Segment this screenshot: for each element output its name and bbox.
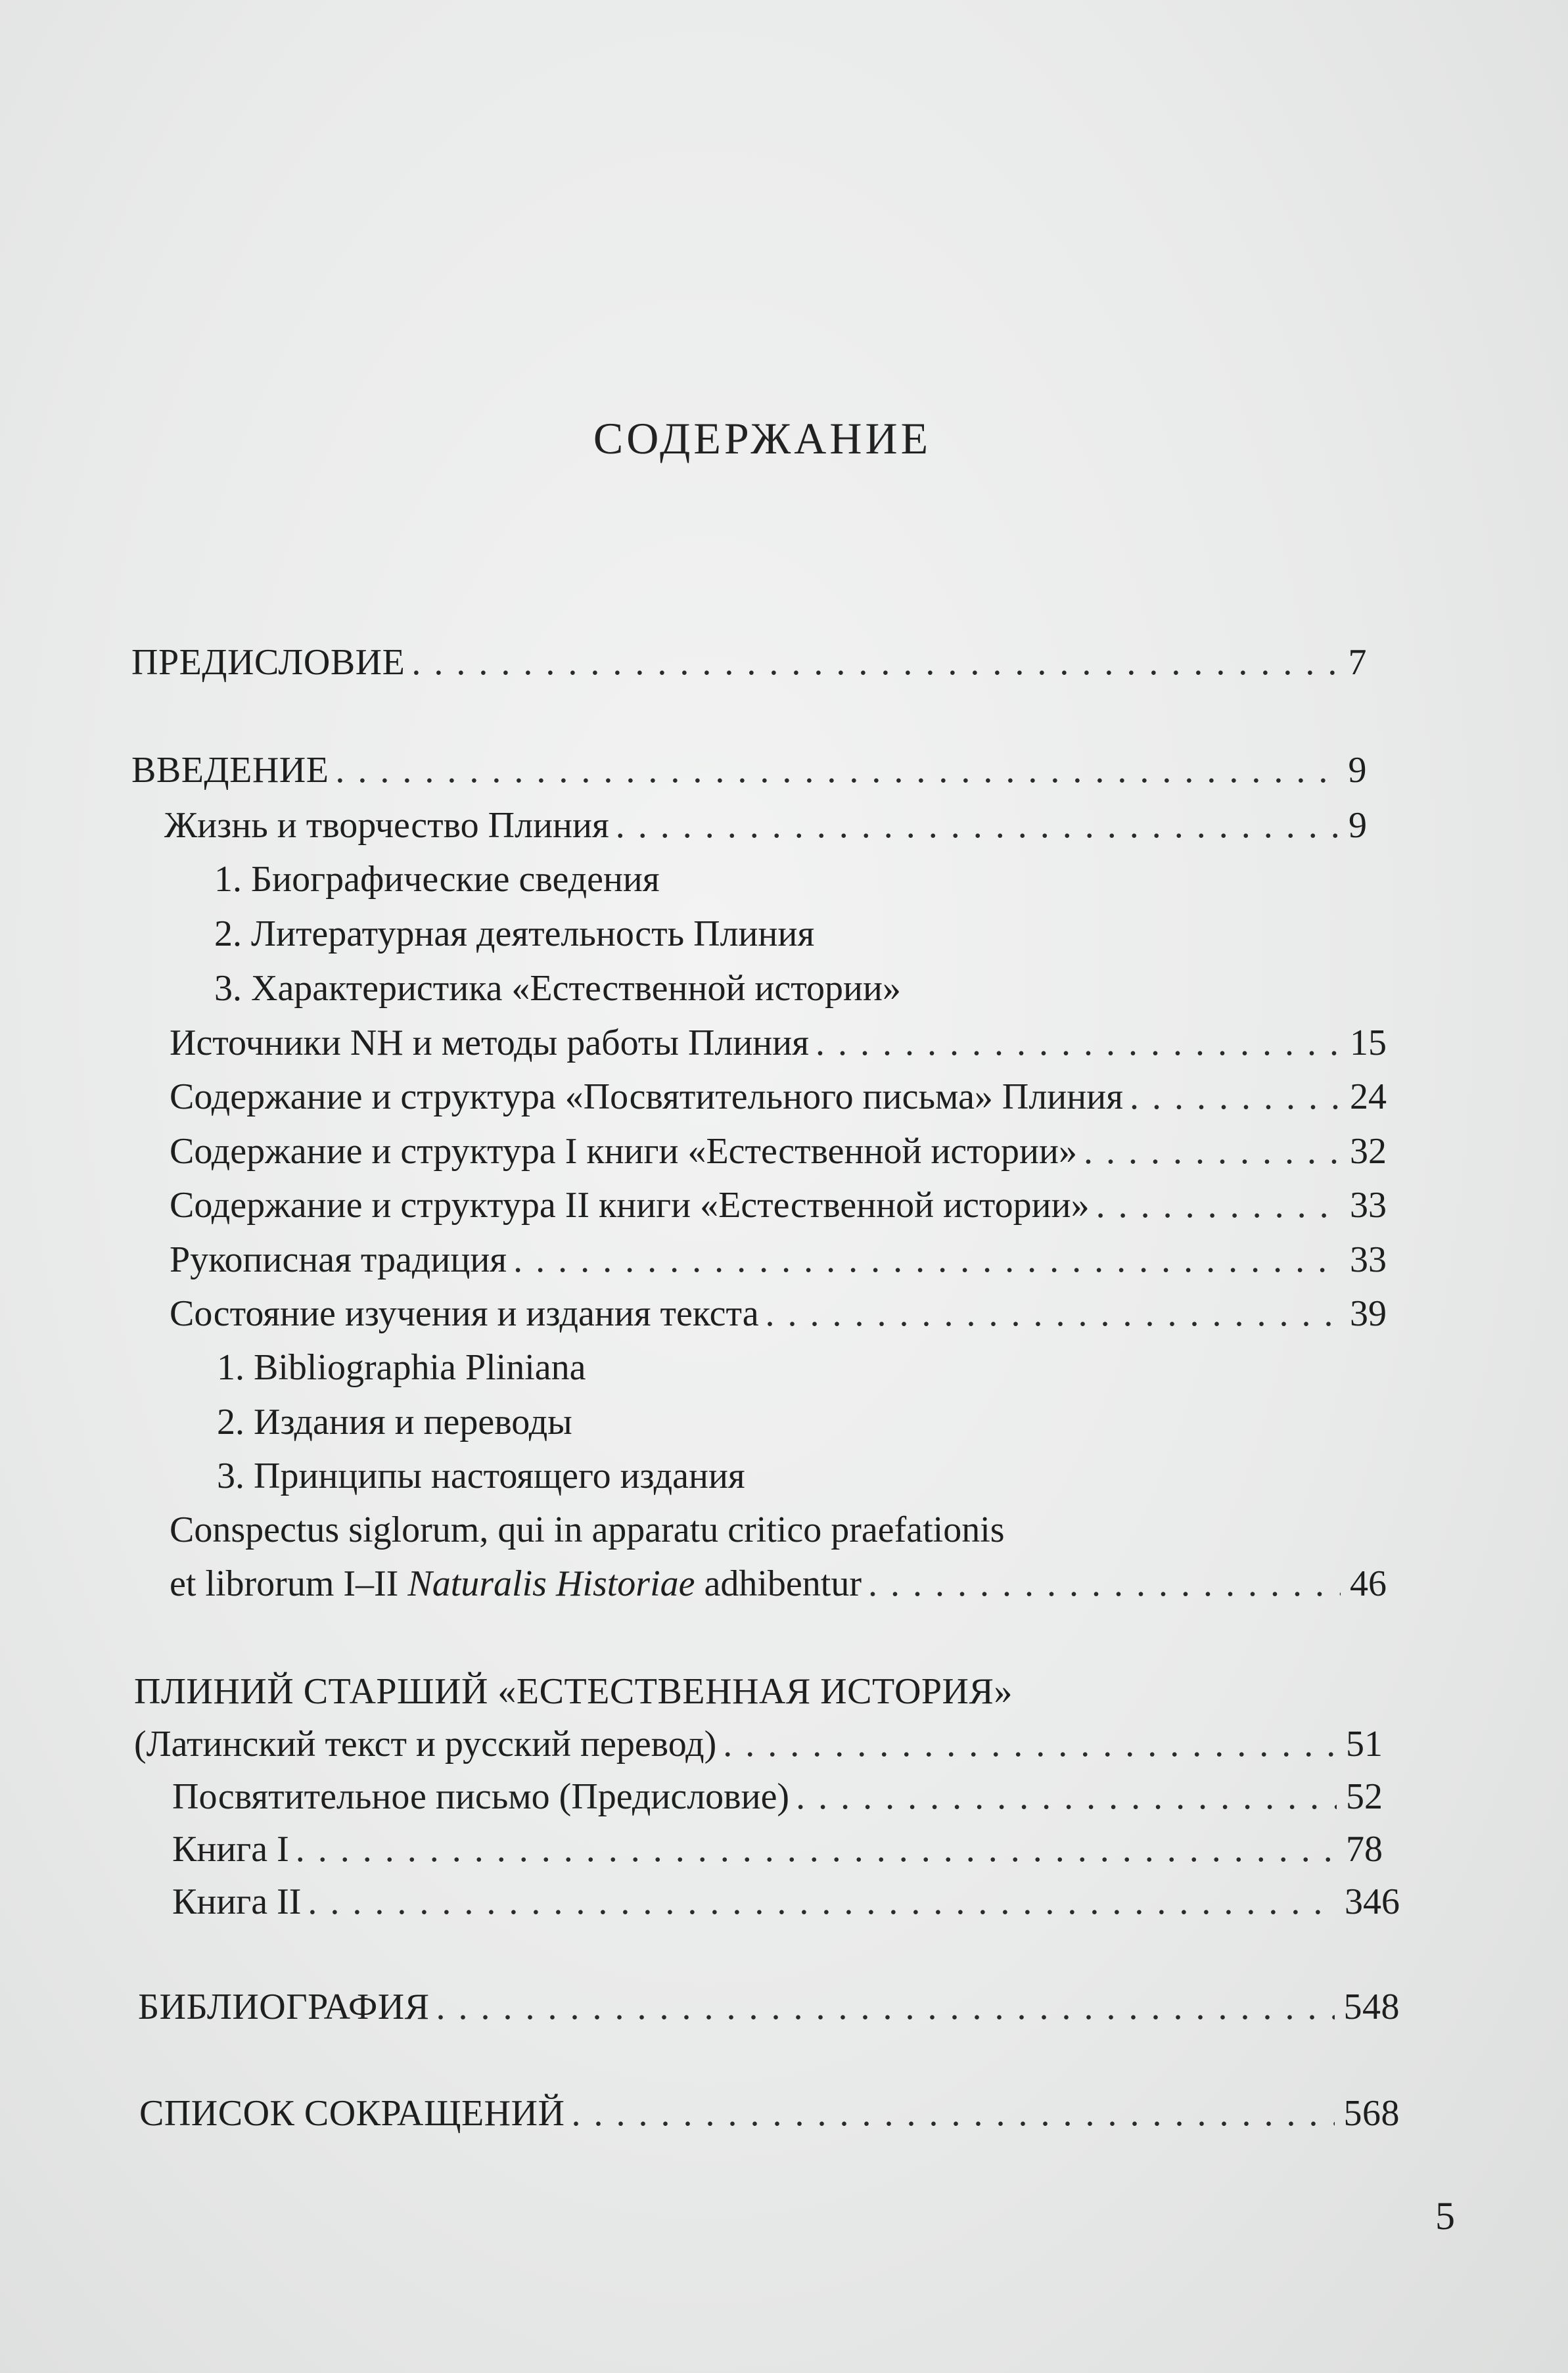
toc-entry-life[interactable] [164,807,1367,844]
dot-leader [436,1989,1335,2025]
toc-entry-state-of-study[interactable] [170,1295,1387,1332]
toc-entry-book2-structure[interactable] [170,1187,1387,1224]
toc-label: Жизнь и творчество Плиния [164,805,609,846]
page-number: 5 [1435,2194,1455,2238]
toc-label: БИБЛИОГРАФИЯ [138,1987,430,2027]
dot-leader [1084,1133,1341,1170]
toc-page-number: 568 [1343,2093,1400,2134]
dot-leader [571,2095,1334,2132]
dot-leader [308,1883,1335,1920]
toc-page-number: 33 [1350,1185,1387,1226]
toc-subentry[interactable]: 3. Характеристика «Естественной истории» [214,968,901,1009]
toc-page-number: 39 [1350,1293,1387,1334]
toc-page-number: 33 [1350,1239,1387,1280]
dot-leader [296,1831,1337,1868]
toc-label: (Латинский текст и русский перевод) [134,1724,717,1764]
toc-label: ПРЕДИСЛОВИЕ [131,642,405,683]
dot-leader [723,1726,1337,1762]
dot-leader [868,1565,1341,1602]
dot-leader [816,1025,1341,1061]
dot-leader [766,1295,1341,1332]
toc-entry-conspectus[interactable] [170,1565,1387,1602]
toc-label: Состояние изучения и издания текста [170,1293,759,1334]
dot-leader [796,1778,1337,1815]
toc-label: ВВЕДЕНИЕ [131,750,329,791]
toc-label: Источники NH и методы работы Плиния [170,1023,809,1063]
dot-leader [1096,1187,1341,1224]
toc-entry-book1[interactable] [172,1831,1383,1868]
toc-subentry[interactable]: 3. Принципы настоящего издания [217,1456,745,1496]
italic-title: Naturalis Historiae [407,1563,695,1604]
dot-leader [616,807,1339,844]
toc-subentry[interactable]: 1. Bibliographia Pliniana [217,1347,586,1388]
toc-page-number: 548 [1343,1987,1400,2027]
toc-label: СПИСОК СОКРАЩЕНИЙ [139,2093,565,2134]
dot-leader [335,752,1339,789]
toc-label: Книга II [172,1881,302,1922]
toc-page-number: 346 [1345,1881,1400,1922]
toc-entry-sources[interactable] [170,1025,1387,1061]
toc-page-number: 9 [1349,805,1367,846]
toc-section-heading[interactable]: ПЛИНИЙ СТАРШИЙ «ЕСТЕСТВЕННАЯ ИСТОРИЯ» [134,1671,1013,1712]
toc-entry-conspectus-line1[interactable]: Conspectus siglorum, qui in apparatu critico praefationis [170,1509,1005,1550]
toc-entry-dedicatory-letter[interactable] [172,1778,1383,1815]
toc-page-number: 15 [1350,1023,1387,1063]
toc-subentry[interactable]: 2. Литературная деятельность Плиния [214,913,815,954]
toc-entry-dedication-structure[interactable] [170,1078,1387,1115]
toc-page-number: 78 [1346,1829,1383,1870]
toc-entry-manuscripts[interactable] [170,1241,1387,1278]
toc-label: Содержание и структура I книги «Естественной истории» [170,1131,1077,1172]
toc-page-number: 52 [1346,1776,1383,1817]
toc-page-number: 9 [1348,750,1367,791]
toc-page-number: 24 [1350,1076,1387,1117]
dot-leader [513,1241,1341,1278]
toc-entry-book1-structure[interactable] [170,1133,1387,1170]
toc-label: Посвятительное письмо (Предисловие) [172,1776,790,1817]
toc-subentry[interactable]: 2. Издания и переводы [217,1402,572,1442]
toc-label: Книга I [172,1829,289,1870]
toc-entry-preface[interactable] [131,644,1367,681]
toc-entry-book2[interactable] [172,1883,1400,1920]
toc-entry-abbreviations[interactable] [139,2095,1400,2132]
dot-leader [1130,1078,1341,1115]
toc-label: Содержание и структура II книги «Естественной истории» [170,1185,1090,1226]
toc-page-number: 7 [1348,642,1367,683]
toc-subentry[interactable]: 1. Биографические сведения [214,859,660,900]
toc-entry-introduction[interactable] [131,752,1367,789]
dot-leader [411,644,1339,681]
toc-label: et librorum I–II Naturalis Historiae adhibentur [170,1563,862,1604]
page-title: СОДЕРЖАНИЕ [593,413,932,463]
toc-label: Содержание и структура «Посвятительного письма» Плиния [170,1076,1123,1117]
toc-page-number: 46 [1350,1563,1387,1604]
toc-page-number: 51 [1346,1724,1383,1764]
toc-entry-latin-text[interactable] [134,1726,1383,1762]
toc-entry-bibliography[interactable] [138,1989,1400,2025]
toc-label: Рукописная традиция [170,1239,507,1280]
toc-page-number: 32 [1350,1131,1387,1172]
